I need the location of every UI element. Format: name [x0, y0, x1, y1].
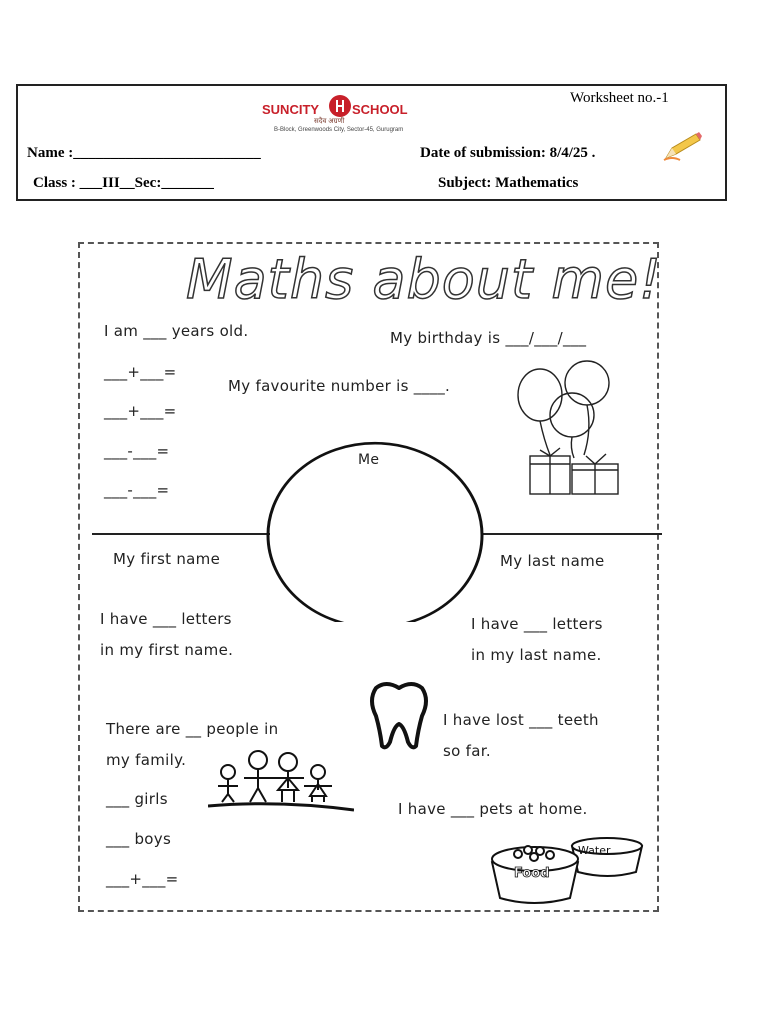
me-label: Me	[358, 452, 380, 468]
school-logo	[262, 94, 412, 136]
worksheet-title: Maths about me!	[186, 248, 662, 311]
lost-teeth-line-2: so far.	[443, 742, 491, 760]
first-name-label: My first name	[113, 550, 221, 568]
favourite-number-prompt: My favourite number is ____.	[228, 377, 451, 395]
logo-text-right: SCHOOL	[352, 102, 408, 117]
worksheet-number: Worksheet no.-1	[570, 90, 669, 106]
age-prompt: I am ___ years old.	[104, 322, 249, 340]
equation-1: ___+___=	[104, 363, 177, 381]
equation-5: ___+___=	[106, 870, 179, 888]
last-name-letters-line-2: in my last name.	[471, 646, 602, 664]
birthday-prompt: My birthday is ___/___/___	[390, 329, 587, 347]
equation-3: ___-___=	[104, 442, 170, 460]
last-name-letters-line-1: I have ___ letters	[471, 615, 603, 633]
subject-label: Subject: Mathematics	[438, 175, 579, 191]
name-field: Name :_________________________	[27, 145, 261, 161]
family-icon	[208, 742, 354, 812]
first-name-letters-line-2: in my first name.	[100, 641, 234, 659]
water-bowl-label: Water	[578, 844, 611, 857]
girls-count: ___ girls	[106, 790, 168, 808]
family-count-line-1: There are __ people in	[106, 720, 279, 738]
logo-emblem-icon	[328, 94, 352, 118]
equation-4: ___-___=	[104, 481, 170, 499]
first-name-letters-line-1: I have ___ letters	[100, 610, 232, 628]
logo-address: B-Block, Greenwoods City, Sector-45, Gurugram	[274, 127, 404, 133]
food-bowl-label: Food	[514, 866, 550, 881]
boys-count: ___ boys	[106, 830, 172, 848]
family-count-line-2: my family.	[106, 751, 187, 769]
pet-bowls-icon	[488, 826, 648, 906]
logo-tagline: सदैव अग्रणी	[314, 118, 345, 125]
last-name-label: My last name	[500, 552, 605, 570]
logo-text-left: SUNCITY	[262, 102, 320, 117]
equation-2: ___+___=	[104, 402, 177, 420]
date-of-submission: Date of submission: 8/4/25 .	[420, 145, 596, 161]
pets-prompt: I have ___ pets at home.	[398, 800, 588, 818]
tooth-icon	[366, 680, 432, 752]
class-field: Class : ___III__Sec:_______	[33, 175, 214, 191]
lost-teeth-line-1: I have lost ___ teeth	[443, 711, 599, 729]
pencil-icon	[662, 130, 704, 162]
